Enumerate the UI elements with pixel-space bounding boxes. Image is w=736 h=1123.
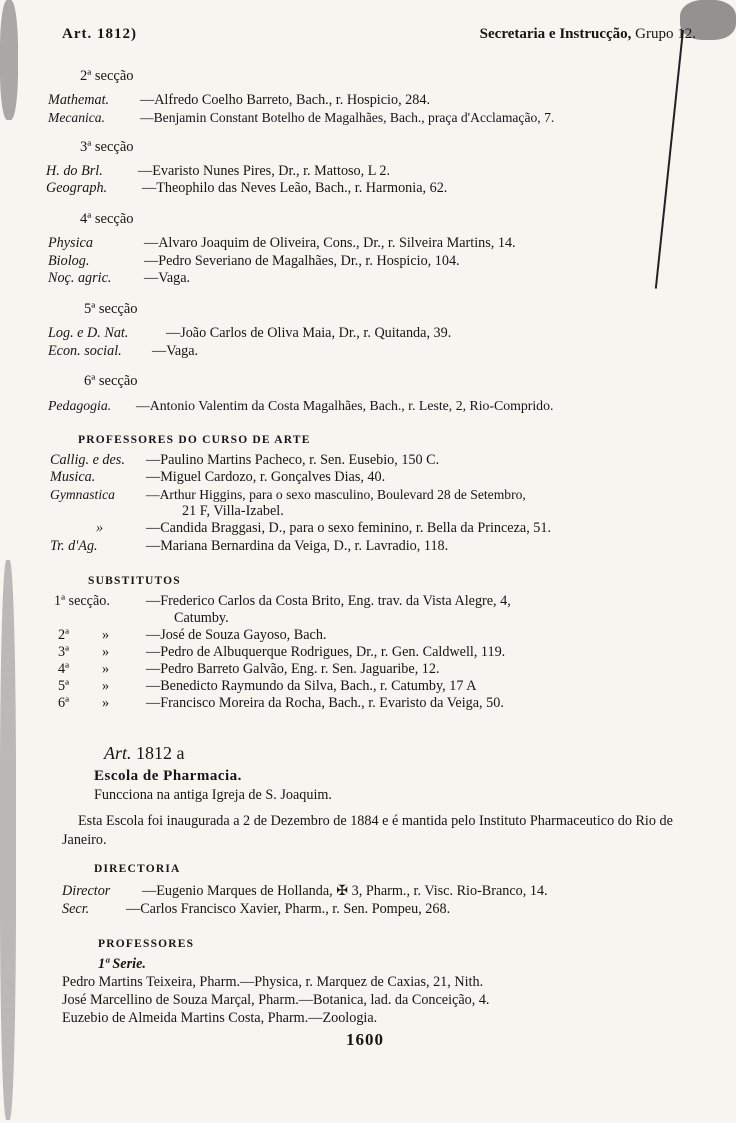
entry-row — [50, 452, 439, 469]
entry-label: Pedagogia. — [48, 398, 112, 413]
entry-label: Musica. — [50, 469, 96, 485]
article-paragraph: Esta Escola foi inaugurada a 2 de Dezembro de 1884 e é mantida pelo Instituto Pharmaceutico do Rio de Janeiro. — [62, 813, 673, 848]
ditto-mark: » — [102, 678, 110, 694]
scan-smudge — [0, 560, 16, 1120]
entry-text: —Eugenio Marques de Hollanda, ✠ 3, Pharm., r. Visc. Rio-Branco, 14. — [142, 883, 548, 899]
entry-label: Director — [62, 883, 111, 899]
article-title: Escola de Pharmacia. — [94, 768, 242, 784]
entry-text: 21 F, Villa-Izabel. — [182, 503, 284, 519]
entry-label: Tr. d'Ag. — [50, 538, 98, 554]
entry-row — [48, 343, 198, 360]
article-heading — [104, 745, 185, 762]
entry-label: H. do Brl. — [46, 163, 103, 179]
article-subtitle: Funcciona na antiga Igreja de S. Joaquim. — [94, 787, 332, 803]
entry-text: —Alfredo Coelho Barreto, Bach., r. Hospicio, 284. — [140, 92, 430, 108]
article-number: 1812 a — [136, 743, 185, 763]
substitute-row — [58, 695, 504, 712]
substitute-row — [58, 627, 326, 644]
serie-heading: 1ª Serie. — [98, 956, 146, 972]
substitute-text: Catumby. — [174, 610, 229, 626]
entry-text: —Vaga. — [144, 270, 191, 286]
substitute-section: 1ª secção. — [54, 593, 110, 609]
substitute-text: —Frederico Carlos da Costa Brito, Eng. trav. da Vista Alegre, 4, — [146, 593, 511, 609]
entry-text: —Vaga. — [152, 343, 199, 359]
substitute-section: 2ª — [58, 627, 70, 643]
entry-label: Mecanica. — [48, 110, 105, 125]
entry-label: Noç. agric. — [48, 270, 112, 286]
entry-row — [50, 486, 526, 503]
entry-text: —Alvaro Joaquim de Oliveira, Cons., Dr., r. Silveira Martins, 14. — [144, 235, 516, 251]
section-heading: 6ª secção — [84, 373, 138, 389]
ditto-mark: » — [102, 695, 110, 711]
entry-label: » — [96, 520, 104, 536]
subsection-heading: DIRECTORIA — [94, 863, 181, 875]
entry-text: —João Carlos de Oliva Maia, Dr., r. Quitanda, 39. — [166, 325, 452, 341]
entry-row — [50, 538, 448, 555]
entry-text: —Evaristo Nunes Pires, Dr., r. Mattoso, L 2. — [138, 163, 391, 179]
ditto-mark: » — [102, 627, 110, 643]
entry-row — [48, 325, 451, 342]
entry-row — [46, 180, 447, 197]
professor-row: Pedro Martins Teixeira, Pharm.—Physica, r. Marquez de Caxias, 21, Nith. — [62, 974, 484, 990]
page-number: 1600 — [346, 1030, 384, 1049]
section-heading: 4ª secção — [80, 211, 134, 227]
entry-label: Biolog. — [48, 253, 90, 269]
professor-row: José Marcellino de Souza Marçal, Pharm.—Botanica, lad. da Conceição, 4. — [62, 992, 490, 1008]
entry-label: Physica — [48, 235, 93, 251]
entry-text: —Antonio Valentim da Costa Magalhães, Bach., r. Leste, 2, Rio-Comprido. — [136, 398, 554, 413]
substitute-row — [58, 644, 505, 661]
entry-label: Econ. social. — [48, 343, 122, 359]
substitute-row — [54, 593, 511, 610]
header-section-title: Secretaria e Instrucção, — [479, 26, 632, 42]
professor-row: Euzebio de Almeida Martins Costa, Pharm.—Zoologia. — [62, 1010, 378, 1026]
entry-row — [48, 109, 554, 126]
header-article: Art. 1812) — [62, 26, 137, 42]
entry-row — [50, 469, 385, 486]
substitute-text: —Pedro de Albuquerque Rodrigues, Dr., r. Gen. Caldwell, 119. — [146, 644, 506, 660]
substitute-row — [58, 678, 476, 695]
entry-text: —Candida Braggasi, D., para o sexo feminino, r. Bella da Princeza, 51. — [146, 520, 552, 536]
entry-row — [50, 520, 551, 537]
entry-text: —Carlos Francisco Xavier, Pharm., r. Sen. Pompeu, 268. — [126, 901, 451, 917]
substitute-text: —José de Souza Gayoso, Bach. — [146, 627, 327, 643]
entry-row — [48, 92, 430, 109]
entry-label: Log. e D. Nat. — [48, 325, 129, 341]
subsection-heading: SUBSTITUTOS — [88, 575, 181, 587]
entry-text: —Miguel Cardozo, r. Gonçalves Dias, 40. — [146, 469, 386, 485]
substitute-section: 5ª — [58, 678, 70, 694]
section-heading: 5ª secção — [84, 301, 138, 317]
entry-text: —Mariana Bernardina da Veiga, D., r. Lavradio, 118. — [146, 538, 449, 554]
scan-smudge — [0, 0, 18, 120]
entry-text: —Pedro Severiano de Magalhães, Dr., r. Hospicio, 104. — [144, 253, 460, 269]
entry-row — [48, 397, 553, 414]
substitute-section: 6ª — [58, 695, 70, 711]
entry-label: Geograph. — [46, 180, 108, 196]
entry-row — [46, 163, 390, 180]
entry-row — [48, 235, 516, 252]
entry-label: Mathemat. — [48, 92, 110, 108]
ditto-mark: » — [102, 661, 110, 677]
entry-row — [48, 270, 190, 287]
substitute-text: —Francisco Moreira da Rocha, Bach., r. Evaristo da Veiga, 50. — [146, 695, 504, 711]
substitute-text: —Pedro Barreto Galvão, Eng. r. Sen. Jaguaribe, 12. — [146, 661, 440, 677]
entry-text: —Arthur Higgins, para o sexo masculino, Boulevard 28 de Setembro, — [146, 487, 526, 502]
substitute-section: 4ª — [58, 661, 70, 677]
entry-label: Secr. — [62, 901, 90, 917]
entry-text: —Theophilo das Neves Leão, Bach., r. Harmonia, 62. — [142, 180, 448, 196]
entry-label: Gymnastica — [50, 487, 115, 502]
section-heading: 3ª secção — [80, 139, 134, 155]
margin-rule — [655, 30, 684, 289]
entry-label: Callig. e des. — [50, 452, 125, 468]
subsection-heading: PROFESSORES DO CURSO DE ARTE — [78, 434, 311, 446]
subsection-heading: PROFESSORES — [98, 938, 195, 950]
header-group: Grupo 12. — [635, 26, 696, 42]
article-label: Art. — [104, 743, 132, 763]
entry-text: —Paulino Martins Pacheco, r. Sen. Eusebio, 150 C. — [146, 452, 440, 468]
substitute-row-continued — [174, 610, 229, 627]
entry-row — [62, 901, 450, 918]
substitute-section: 3ª — [58, 644, 70, 660]
entry-text: —Benjamin Constant Botelho de Magalhães, Bach., praça d'Acclamação, 7. — [140, 110, 555, 125]
entry-row — [48, 253, 460, 270]
running-header — [52, 26, 696, 48]
section-heading: 2ª secção — [80, 68, 134, 84]
header-section — [480, 26, 696, 43]
substitute-row — [58, 661, 440, 678]
entry-row-continued — [182, 503, 284, 520]
ditto-mark: » — [102, 644, 110, 660]
substitute-text: —Benedicto Raymundo da Silva, Bach., r. Catumby, 17 A — [146, 678, 477, 694]
entry-row — [62, 883, 548, 900]
